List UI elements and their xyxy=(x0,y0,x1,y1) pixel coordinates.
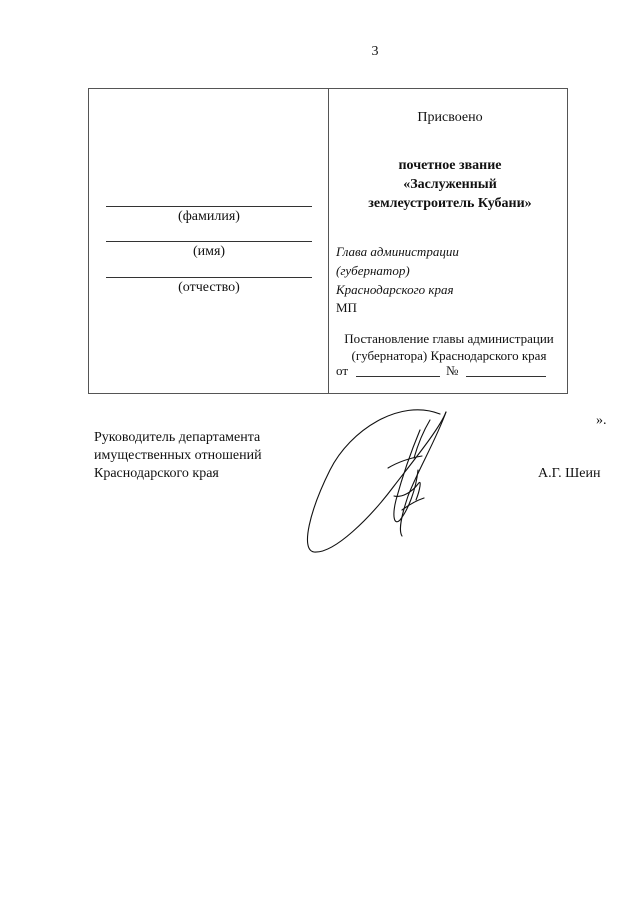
patronymic-line xyxy=(106,277,312,278)
official-line-3: Краснодарского края xyxy=(336,282,454,297)
name-label: (имя) xyxy=(192,244,226,259)
seal-mark: МП xyxy=(336,300,357,315)
official-line-2: (губернатор) xyxy=(336,263,410,278)
honorary-title xyxy=(340,156,560,213)
signer-name: А.Г. Шеин xyxy=(538,466,601,481)
certificate-divider xyxy=(328,88,329,394)
page-number: 3 xyxy=(371,44,379,59)
decree-date-line xyxy=(356,376,440,377)
position-line-2: имущественных отношений xyxy=(94,448,262,463)
title-line-3: землеустроитель Кубани» xyxy=(368,196,532,211)
decree-from-label: от xyxy=(336,363,349,378)
closing-quote: ». xyxy=(596,413,607,428)
signatory-position xyxy=(94,429,262,483)
position-line-1: Руководитель департамента xyxy=(94,430,261,445)
patronymic-label: (отчество) xyxy=(178,280,240,295)
official-line-1: Глава администрации xyxy=(336,244,459,259)
decree-number-label: № xyxy=(446,363,459,378)
name-line xyxy=(106,241,312,242)
position-line-3: Краснодарского края xyxy=(94,466,219,481)
awarded-heading: Присвоено xyxy=(417,110,483,125)
decree-line-1: Постановление главы администрации xyxy=(344,331,554,346)
handwritten-signature xyxy=(290,400,480,560)
title-line-2: «Заслуженный xyxy=(403,177,497,192)
decree-number-line xyxy=(466,376,546,377)
decree-line-2: (губернатора) Краснодарского края xyxy=(351,348,547,363)
surname-label: (фамилия) xyxy=(178,209,240,224)
official-block xyxy=(336,242,556,317)
title-line-1: почетное звание xyxy=(398,158,502,173)
surname-line xyxy=(106,206,312,207)
